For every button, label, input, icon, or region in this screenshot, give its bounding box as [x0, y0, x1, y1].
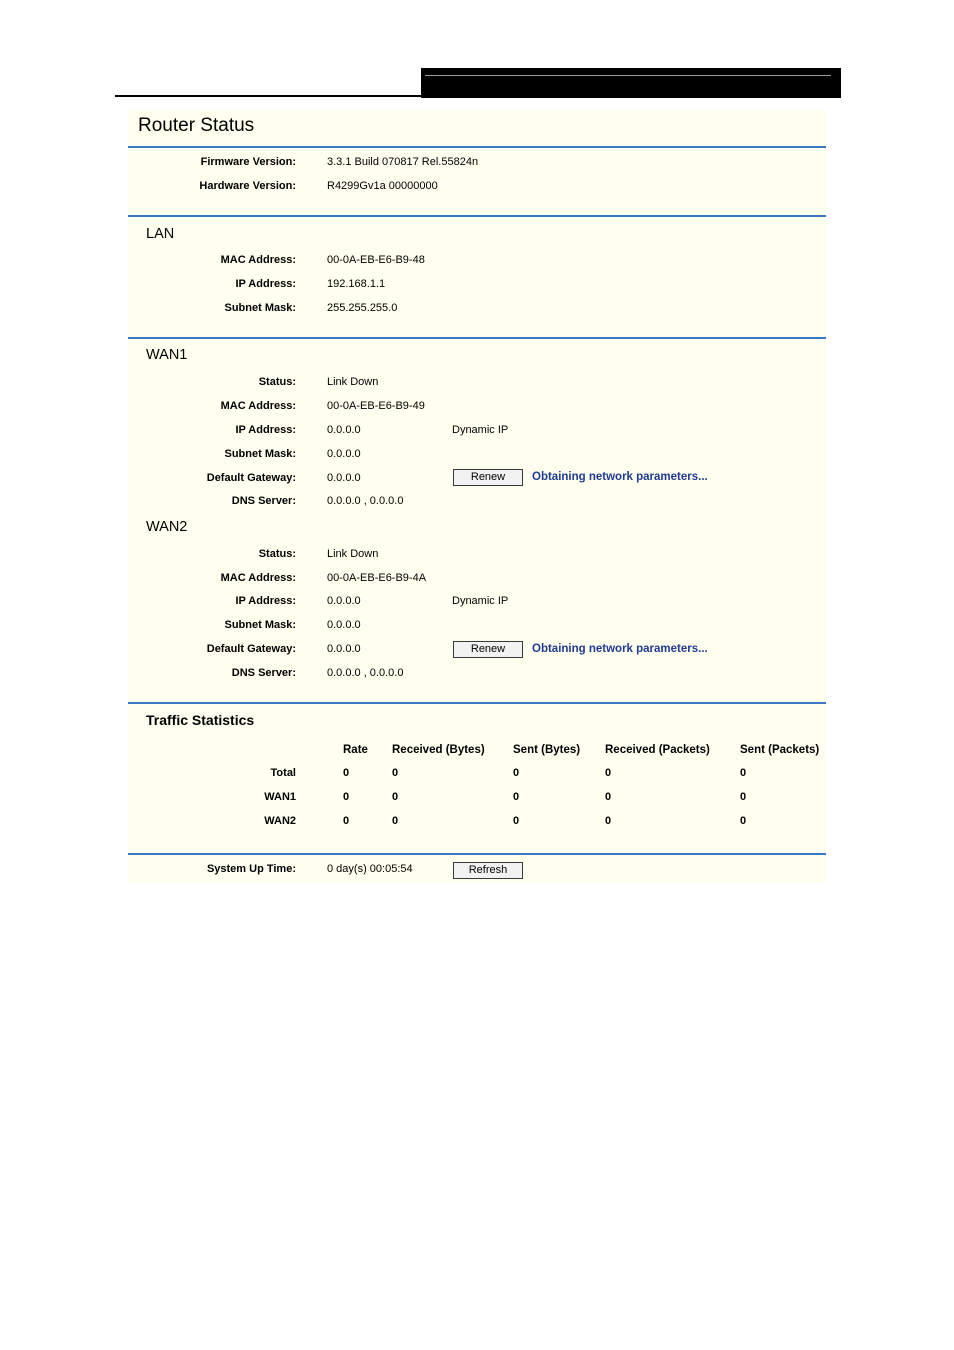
hardware-label: Hardware Version: — [199, 180, 296, 192]
traffic-col-sent-bytes: Sent (Bytes) — [513, 744, 581, 756]
traffic-cell: 0 — [740, 767, 747, 779]
hardware-value: R4299Gv1a 00000000 — [327, 180, 438, 192]
traffic-cell: 0 — [343, 791, 350, 803]
uptime-label: System Up Time: — [206, 863, 296, 875]
wan1-ip-label: IP Address: — [235, 424, 296, 436]
traffic-col-received-bytes: Received (Bytes) — [392, 744, 485, 756]
wan1-mask-value: 0.0.0.0 — [327, 448, 361, 460]
traffic-cell: 0 — [392, 815, 399, 827]
header-rule — [115, 95, 422, 97]
wan1-mask-label: Subnet Mask: — [224, 448, 296, 460]
traffic-cell: 0 — [392, 767, 399, 779]
traffic-cell: 0 — [343, 767, 350, 779]
traffic-cell: 0 — [605, 767, 612, 779]
wan2-status-label: Status: — [258, 548, 296, 560]
refresh-button[interactable]: Refresh — [453, 862, 523, 879]
traffic-cell: 0 — [513, 767, 520, 779]
wan1-ip-type: Dynamic IP — [452, 424, 509, 436]
traffic-cell: 0 — [343, 815, 350, 827]
traffic-cell: 0 — [740, 815, 747, 827]
separator — [128, 337, 826, 339]
wan2-ip-value: 0.0.0.0 — [327, 595, 361, 607]
wan2-mac-label: MAC Address: — [220, 572, 296, 584]
wan2-dns-label: DNS Server: — [231, 667, 296, 679]
lan-mask-value: 255.255.255.0 — [327, 302, 398, 314]
wan1-mac-label: MAC Address: — [220, 400, 296, 412]
wan1-ip-value: 0.0.0.0 — [327, 424, 361, 436]
wan1-renew-button[interactable]: Renew — [453, 469, 523, 486]
lan-mask-label: Subnet Mask: — [224, 302, 296, 314]
traffic-heading: Traffic Statistics — [146, 712, 255, 728]
wan1-mac-value: 00-0A-EB-E6-B9-49 — [327, 400, 425, 412]
traffic-col-rate: Rate — [343, 744, 368, 756]
wan1-status-label: Status: — [258, 376, 296, 388]
wan1-obtaining-text: Obtaining network parameters... — [532, 471, 708, 483]
wan2-renew-button[interactable]: Renew — [453, 641, 523, 658]
traffic-col-sent-packets: Sent (Packets) — [740, 744, 820, 756]
wan2-gateway-label: Default Gateway: — [206, 643, 296, 655]
traffic-col-received-packets: Received (Packets) — [605, 744, 710, 756]
wan2-mac-value: 00-0A-EB-E6-B9-4A — [327, 572, 427, 584]
traffic-cell: 0 — [513, 791, 520, 803]
traffic-cell: 0 — [605, 815, 612, 827]
wan1-status-value: Link Down — [327, 376, 379, 388]
wan2-status-value: Link Down — [327, 548, 379, 560]
firmware-value: 3.3.1 Build 070817 Rel.55824n — [327, 156, 479, 168]
header-bar — [421, 68, 841, 98]
header-bar-line — [425, 75, 831, 76]
traffic-cell: 0 — [740, 791, 747, 803]
lan-ip-label: IP Address: — [235, 278, 296, 290]
wan2-mask-value: 0.0.0.0 — [327, 619, 361, 631]
wan1-gateway-label: Default Gateway: — [206, 472, 296, 484]
wan2-mask-label: Subnet Mask: — [224, 619, 296, 631]
separator — [128, 853, 826, 855]
traffic-cell: 0 — [513, 815, 520, 827]
traffic-row-label: Total — [270, 767, 296, 779]
wan1-heading: WAN1 — [146, 347, 188, 363]
lan-ip-value: 192.168.1.1 — [327, 278, 386, 290]
wan2-ip-label: IP Address: — [235, 595, 296, 607]
lan-mac-value: 00-0A-EB-E6-B9-48 — [327, 254, 425, 266]
wan1-gateway-value: 0.0.0.0 — [327, 472, 361, 484]
lan-mac-label: MAC Address: — [220, 254, 296, 266]
page-title: Router Status — [138, 115, 255, 136]
traffic-row-label: WAN2 — [264, 815, 296, 827]
lan-heading: LAN — [146, 226, 175, 242]
wan1-dns-value: 0.0.0.0 , 0.0.0.0 — [327, 495, 404, 507]
traffic-cell: 0 — [605, 791, 612, 803]
wan1-dns-label: DNS Server: — [231, 495, 296, 507]
wan2-gateway-value: 0.0.0.0 — [327, 643, 361, 655]
wan2-ip-type: Dynamic IP — [452, 595, 509, 607]
uptime-value: 0 day(s) 00:05:54 — [327, 863, 413, 875]
wan2-dns-value: 0.0.0.0 , 0.0.0.0 — [327, 667, 404, 679]
traffic-row-label: WAN1 — [264, 791, 296, 803]
separator — [128, 215, 826, 217]
wan2-obtaining-text: Obtaining network parameters... — [532, 643, 708, 655]
firmware-label: Firmware Version: — [200, 156, 296, 168]
separator — [128, 146, 826, 148]
separator — [128, 702, 826, 704]
traffic-cell: 0 — [392, 791, 399, 803]
wan2-heading: WAN2 — [146, 519, 188, 535]
